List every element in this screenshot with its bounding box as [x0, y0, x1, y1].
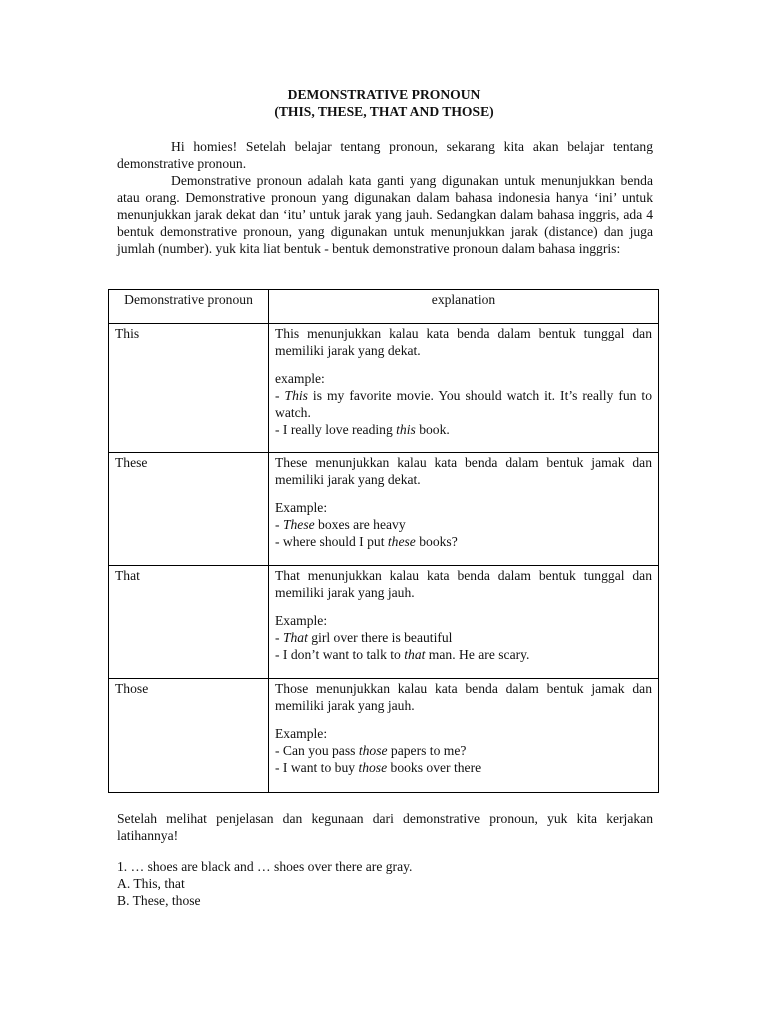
explanation-cell — [269, 566, 659, 679]
example-sentence: - I really love reading this book. — [275, 422, 450, 437]
pronoun-cell: This — [109, 324, 269, 453]
example-sentence: - I want to buy those books over there — [275, 760, 482, 775]
explanation-cell — [269, 453, 659, 566]
pronoun-cell: That — [109, 566, 269, 679]
pronoun-italic: These — [282, 517, 315, 532]
example-label: Example: — [275, 613, 328, 628]
explanation-text: Those menunjukkan kalau kata benda dalam bentuk jamak dan memiliki jarak yang jauh. — [275, 681, 652, 713]
pronoun-cell: These — [109, 453, 269, 566]
example-sentence: - These boxes are heavy — [275, 517, 406, 532]
pronoun-italic: those — [358, 760, 388, 775]
title-line-2: (THIS, THESE, THAT AND THOSE) — [274, 104, 494, 119]
example-sentence: - where should I put these books? — [275, 534, 458, 549]
quiz-option-b: B. These, those — [117, 893, 201, 908]
explanation-text: These menunjukkan kalau kata benda dalam bentuk jamak dan memiliki jarak yang dekat. — [275, 455, 652, 487]
example-sentence: - Can you pass those papers to me? — [275, 743, 467, 758]
explanation-text: This menunjukkan kalau kata benda dalam bentuk tunggal dan memiliki jarak yang dekat. — [275, 326, 652, 358]
explanation-cell — [269, 679, 659, 793]
intro-section — [117, 138, 653, 257]
table-row — [109, 566, 659, 679]
pronoun-italic: This — [284, 388, 308, 403]
header-explanation: explanation — [269, 290, 659, 324]
explanation-text: That menunjukkan kalau kata benda dalam bentuk tunggal dan memiliki jarak yang jauh. — [275, 568, 652, 600]
example-label: example: — [275, 371, 325, 386]
outro-paragraph: Setelah melihat penjelasan dan kegunaan dari demonstrative pronoun, yuk kita kerjakan latihannya! — [117, 811, 653, 843]
table-row — [109, 679, 659, 793]
intro-paragraph-2: Demonstrative pronoun adalah kata ganti yang digunakan untuk menunjukkan benda atau orang. Demonstrative pronoun yang digunakan dalam bahasa indonesia hanya ‘ini’ untuk menunjukkan jarak dekat dan ‘itu’ untuk jarak yang jauh. Sedangkan dalam bahasa inggris, ada 4 bentuk demonstrative pronoun, yang digunakan untuk menunjukkan jarak (distance) dan juga jumlah (number). yuk kita liat bentuk - bentuk demonstrative pronoun dalam bahasa inggris: — [117, 173, 653, 256]
pronoun-italic: That — [282, 630, 308, 645]
quiz-section — [117, 858, 653, 909]
quiz-question-1: 1. … shoes are black and … shoes over there are gray. — [117, 859, 413, 874]
title-line-1: DEMONSTRATIVE PRONOUN — [287, 87, 481, 102]
pronoun-italic: these — [387, 534, 416, 549]
table-header-row — [109, 290, 659, 324]
table-row — [109, 324, 659, 453]
example-label: Example: — [275, 500, 328, 515]
intro-paragraph-1: Hi homies! Setelah belajar tentang pronoun, sekarang kita akan belajar tentang demonstrative pronoun. — [117, 139, 653, 171]
table-row — [109, 453, 659, 566]
pronoun-italic: those — [358, 743, 388, 758]
example-label: Example: — [275, 726, 328, 741]
pronoun-cell: Those — [109, 679, 269, 793]
header-pronoun: Demonstrative pronoun — [109, 290, 269, 324]
pronoun-table — [108, 289, 659, 793]
example-sentence: - This is my favorite movie. You should watch it. It’s really fun to watch. — [275, 388, 652, 420]
example-sentence: - I don’t want to talk to that man. He are scary. — [275, 647, 530, 662]
example-sentence: - That girl over there is beautiful — [275, 630, 453, 645]
pronoun-italic: that — [404, 647, 426, 662]
pronoun-italic: this — [396, 422, 416, 437]
outro-section — [117, 810, 653, 844]
document-title — [0, 86, 768, 120]
quiz-option-a: A. This, that — [117, 876, 185, 891]
explanation-cell — [269, 324, 659, 453]
